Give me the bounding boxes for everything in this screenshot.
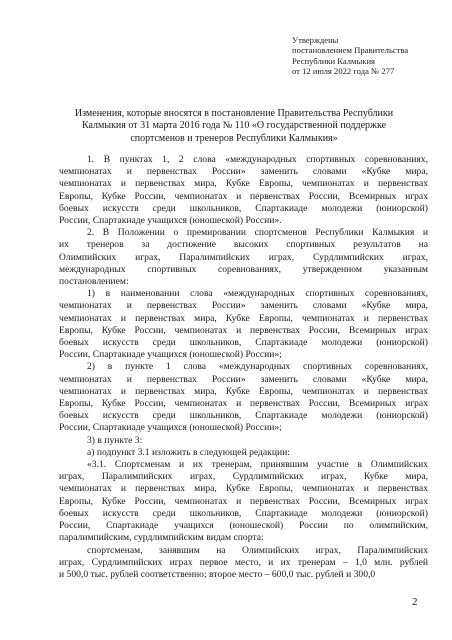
title-line: Калмыкия от 31 марта 2016 года № 110 «О государственной поддержке	[81, 120, 387, 132]
paragraph-line: 2. В Положении о премировании спортсменов Республики Калмыкия и	[87, 227, 428, 239]
paragraph	[59, 459, 428, 544]
paragraph-line: России, Спартакиаде учащихся (юношеской) России по олимпийским,	[59, 520, 428, 532]
paragraph-line: России, Спартакиаде учащихся (юношеской) России».	[59, 215, 282, 227]
paragraph-line: чемпионатах и первенствах мира, Кубке Европы, чемпионатах и первенствах	[59, 483, 428, 495]
approval-line: постановлением Правительства	[292, 45, 409, 56]
paragraph-line: 2) в пункте 1 слова «международных спортивных соревнованиях,	[87, 361, 428, 373]
paragraph-line: их тренеров за достижение высоких спортивных результатов на	[59, 239, 428, 251]
paragraph-line: чемпионатах и первенствах России» заменить словами «Кубке мира,	[59, 300, 428, 312]
paragraph-line: играх, Паралимпийских играх, Сурдлимпийских играх, Кубке мира,	[59, 471, 428, 483]
paragraph-line: чемпионатах и первенствах России» заменить словами «Кубке мира,	[59, 373, 428, 385]
paragraph-line: постановлением:	[59, 276, 129, 288]
paragraph-line: боевых искусств среди школьников, Спартакиаде молодежи (юниорской)	[59, 337, 428, 349]
approval-stamp	[292, 35, 408, 77]
page-number: 2	[412, 596, 418, 608]
paragraph-line: Олимпийских играх, Паралимпийских играх, Сурдлимпийских играх,	[59, 251, 428, 263]
paragraph	[59, 545, 428, 582]
paragraph	[59, 447, 428, 459]
paragraph-line: играх, Сурдлимпийских играх первое место, и их тренерам – 1,0 млн. рублей	[59, 556, 428, 568]
paragraph-line: России, Спартакиаде учащихся (юношеской) России»;	[59, 349, 282, 361]
title-line: спортсменов и тренеров Республики Калмыкия»	[130, 132, 338, 144]
paragraph-line: боевых искусств среди школьников, Спартакиаде молодежи (юниорской)	[59, 202, 428, 214]
paragraph-line: и 500,0 тыс. рублей соответственно; второе место – 600,0 тыс. рублей и 300,0	[59, 568, 376, 580]
title-line: Изменения, которые вносятся в постановление Правительства Республики	[74, 108, 394, 119]
paragraph-line: «3.1. Спортсменам и их тренерам, принявшим участие в Олимпийских	[87, 459, 428, 471]
paragraph	[59, 288, 428, 361]
paragraph-line: боевых искусств среди школьников, Спартакиаде молодежи (юниорской)	[59, 507, 428, 519]
approval-line: Утверждены	[292, 35, 339, 45]
paragraph-line: спортсменам, занявшим на Олимпийских играх, Паралимпийских	[87, 544, 428, 556]
paragraph	[59, 435, 428, 447]
paragraph	[59, 154, 428, 227]
paragraph-line: чемпионатах и первенствах России» заменить словами «Кубке мира,	[59, 166, 428, 178]
document-title	[40, 108, 428, 145]
paragraph-line: чемпионатах и первенствах мира, Кубке Европы, чемпионатах и первенствах	[59, 178, 428, 190]
paragraph-line: чемпионатах и первенствах мира, Кубке Европы, чемпионатах и первенствах	[59, 312, 428, 324]
paragraph-line: 3) в пункте 3:	[87, 434, 143, 446]
paragraph	[59, 227, 428, 288]
paragraph-line: Европы, Кубке России, чемпионатах и первенствах России, Всемирных играх	[59, 190, 428, 202]
paragraph-line: России, Спартакиаде учащихся (юношеской) России»;	[59, 422, 282, 434]
paragraph-line: чемпионатах и первенствах мира, Кубке Европы, чемпионатах и первенствах	[59, 385, 428, 397]
paragraph-line: международных спортивных соревнованиях, утвержденном указанным	[59, 263, 428, 275]
paragraph-line: паралимпийским, сурдлимпийским видам спорта:	[59, 532, 264, 544]
paragraph-line: а) подпункт 3.1 изложить в следующей редакции:	[87, 446, 290, 458]
paragraph-line: Европы, Кубке России, чемпионатах и первенствах России, Всемирных играх	[59, 324, 428, 336]
paragraph-line: 1) в наименовании слова «международных спортивных соревнованиях,	[87, 288, 428, 300]
paragraph	[59, 361, 428, 434]
paragraph-line: Европы, Кубке России, чемпионатах и первенствах России, Всемирных играх	[59, 398, 428, 410]
paragraph-line: Европы, Кубке России, чемпионатах и первенствах России, Всемирных играх	[59, 495, 428, 507]
approval-line: от 12 июля 2022 года № 277	[292, 66, 395, 77]
paragraph-line: боевых искусств среди школьников, Спартакиаде молодежи (юниорской)	[59, 410, 428, 422]
paragraph-line: 1. В пунктах 1, 2 слова «международных спортивных соревнованиях,	[87, 154, 428, 165]
document-body	[59, 154, 428, 581]
approval-line: Республики Калмыкия	[292, 55, 375, 66]
